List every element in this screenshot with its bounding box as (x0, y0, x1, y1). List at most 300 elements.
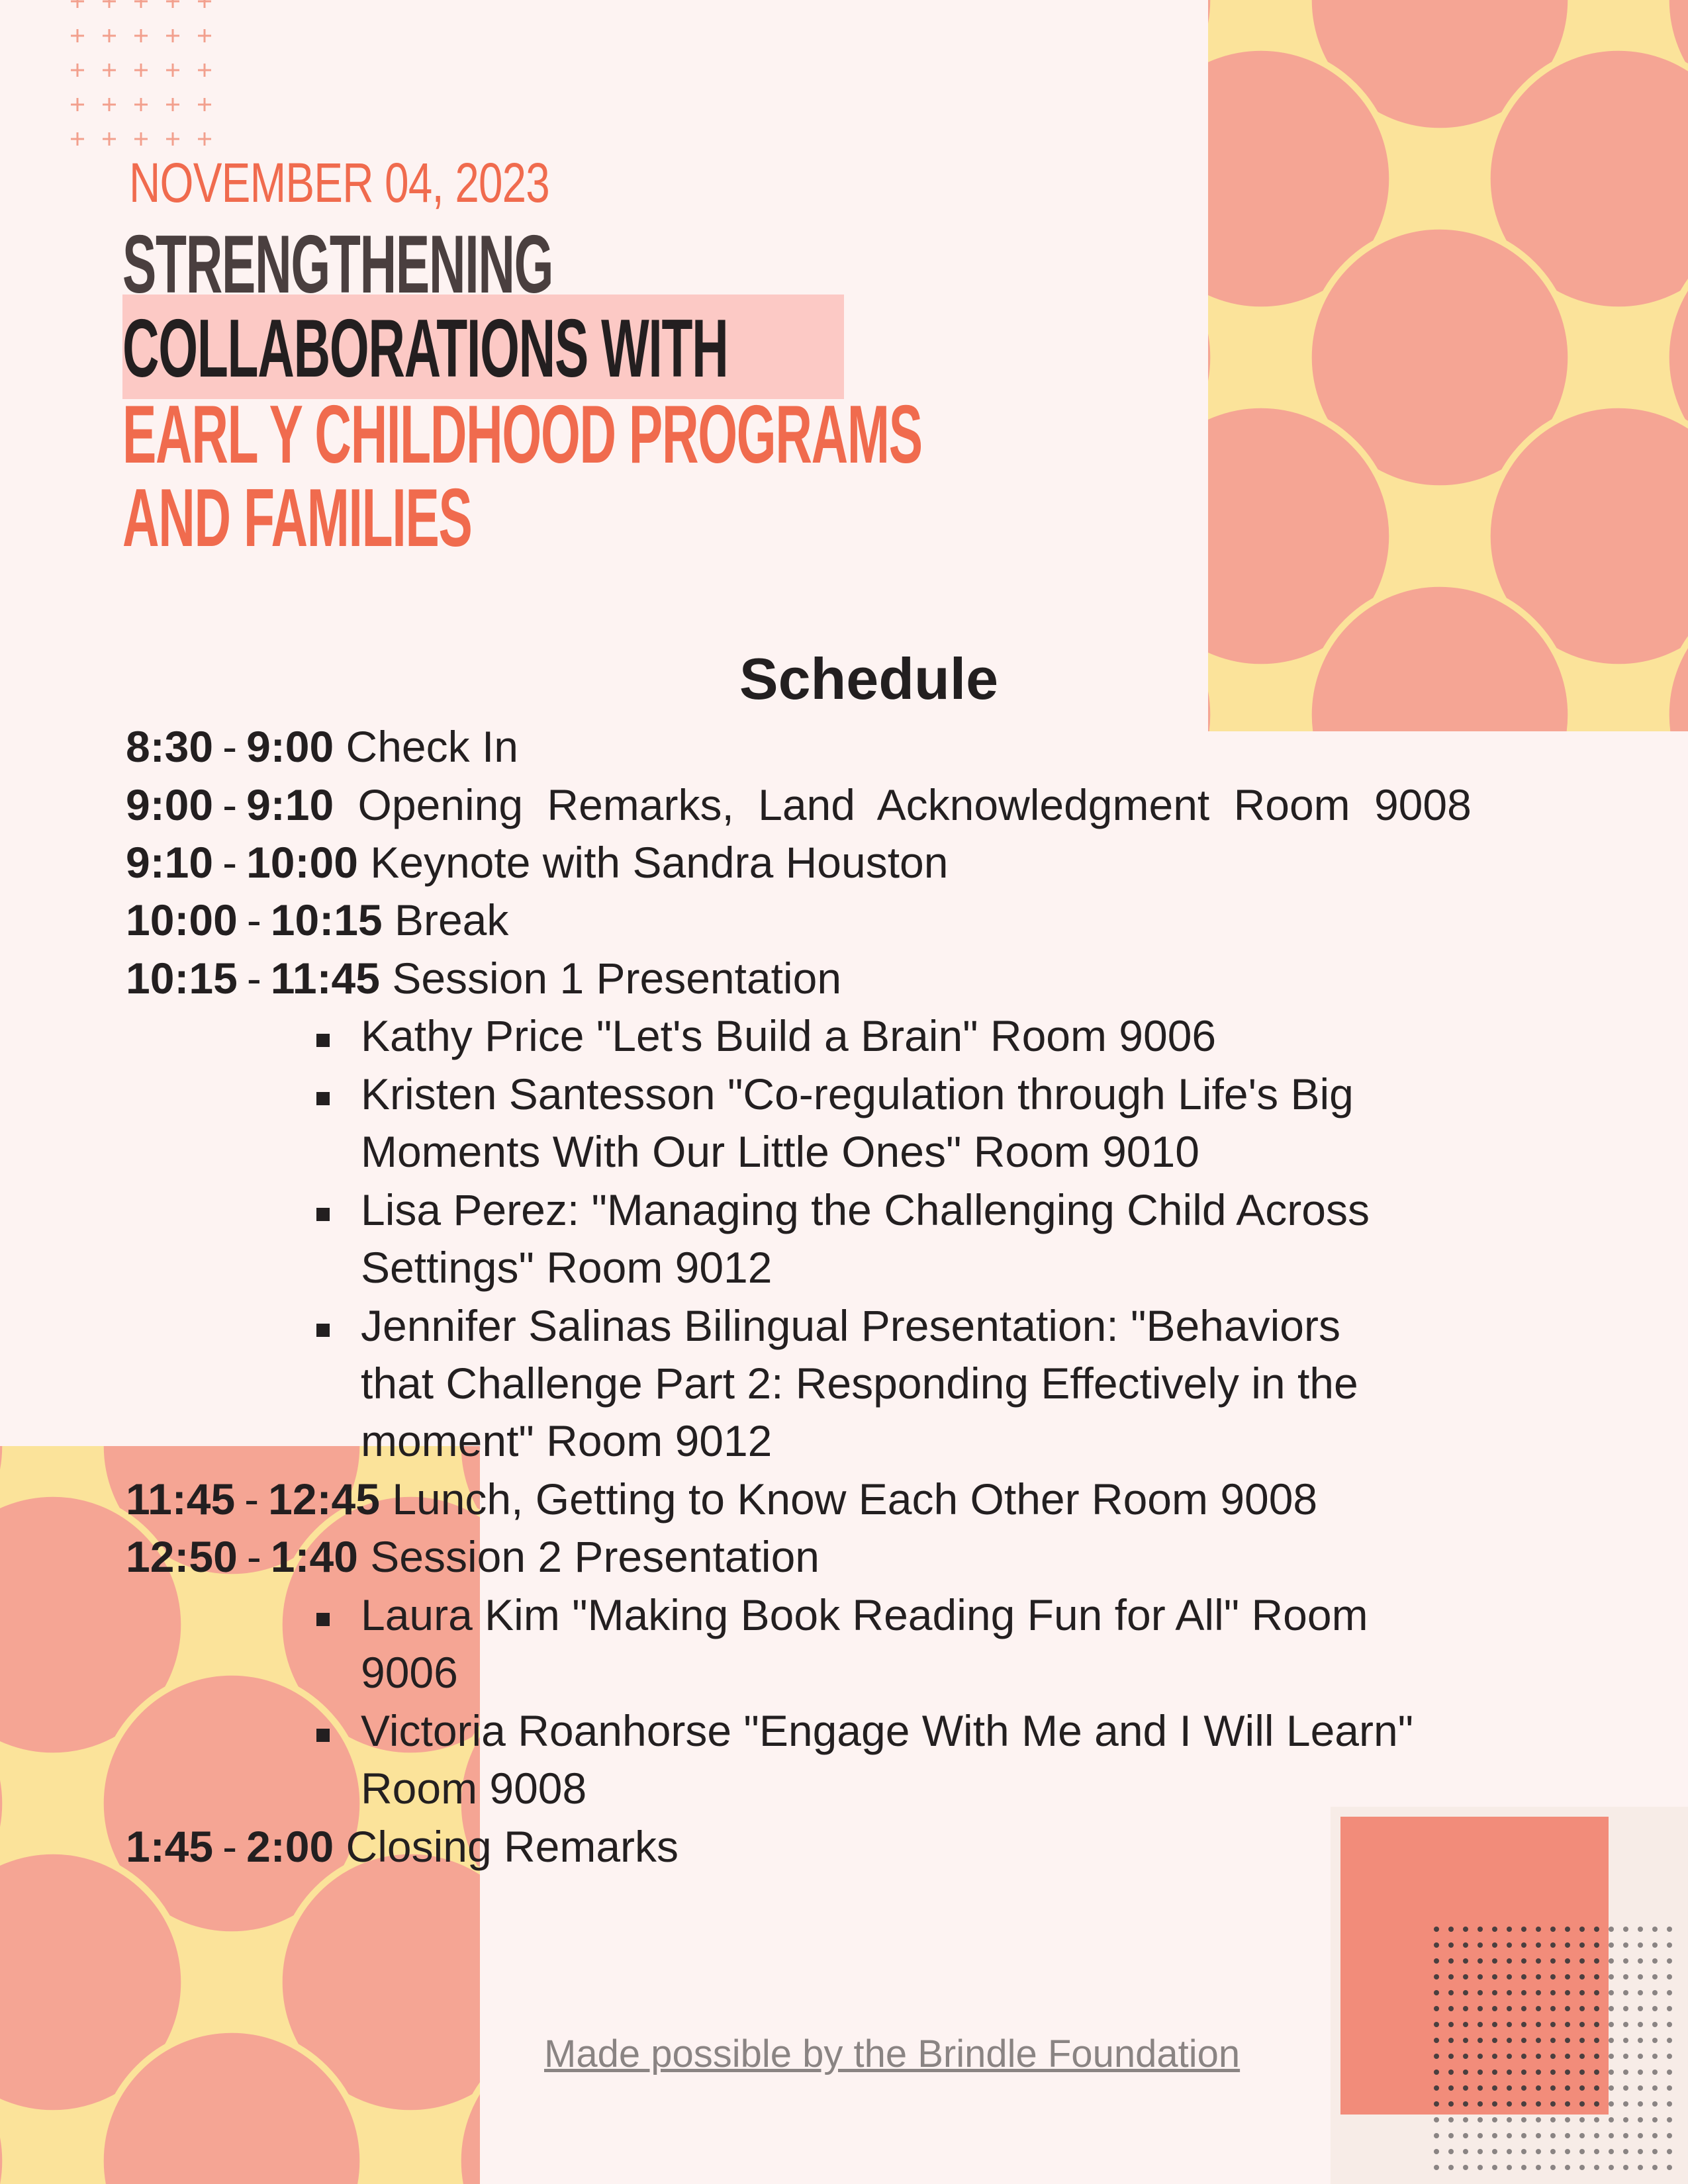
dot (1594, 2133, 1599, 2138)
dot (1638, 1958, 1643, 1964)
plus-mark (134, 132, 148, 146)
dot (1536, 2165, 1541, 2170)
dot (1609, 1942, 1614, 1948)
title-line-4: AND FAMILIES (122, 473, 472, 564)
dot (1434, 2022, 1439, 2027)
plus-mark (198, 64, 211, 77)
dot (1623, 2101, 1628, 2107)
dot (1609, 2101, 1614, 2107)
dot (1434, 2149, 1439, 2154)
plus-mark (134, 0, 148, 8)
dot (1448, 1942, 1454, 1948)
dot (1565, 2022, 1570, 2027)
dot (1623, 2085, 1628, 2091)
plus-mark (198, 29, 211, 42)
dot (1667, 2101, 1672, 2107)
plus-mark (103, 98, 116, 111)
start-time: 9:10 (126, 838, 214, 887)
dot (1667, 2085, 1672, 2091)
dot (1652, 2133, 1658, 2138)
dot (1609, 2054, 1614, 2059)
dot (1579, 2165, 1585, 2170)
title-line-1: STRENGTHENING (122, 219, 553, 310)
dot (1521, 2054, 1526, 2059)
dot (1507, 2038, 1512, 2043)
session1-item-4-line-1: Jennifer Salinas Bilingual Presentation: "Behaviors (361, 1301, 1340, 1350)
dot (1623, 2165, 1628, 2170)
start-time: 9:00 (126, 780, 214, 829)
dot (1536, 1974, 1541, 1979)
dot (1579, 2054, 1585, 2059)
dot (1507, 2165, 1512, 2170)
dot (1652, 1927, 1658, 1932)
dot (1463, 1990, 1468, 1995)
dot (1638, 2133, 1643, 2138)
plus-mark (71, 132, 84, 146)
dot (1609, 2133, 1614, 2138)
dot (1536, 2006, 1541, 2011)
dot (1638, 2101, 1643, 2107)
dot (1652, 2022, 1658, 2027)
schedule-row: 8:30 - 9:00 Check In (126, 722, 519, 771)
dot (1623, 2070, 1628, 2075)
dot (1623, 2054, 1628, 2059)
dot (1623, 2149, 1628, 2154)
dot (1579, 2006, 1585, 2011)
dot (1594, 2101, 1599, 2107)
dot (1477, 2038, 1483, 2043)
dot (1463, 1958, 1468, 1964)
dot (1609, 2085, 1614, 2091)
dot (1550, 2165, 1556, 2170)
dot (1550, 1990, 1556, 1995)
dot (1579, 2038, 1585, 2043)
dot (1565, 1990, 1570, 1995)
bullet-icon (316, 1613, 330, 1626)
dot (1638, 2085, 1643, 2091)
dot (1609, 1990, 1614, 1995)
dot (1477, 2165, 1483, 2170)
dot (1434, 2070, 1439, 2075)
dot (1638, 2054, 1643, 2059)
dot (1448, 1990, 1454, 1995)
dot (1594, 2149, 1599, 2154)
dot (1536, 1958, 1541, 1964)
dot (1565, 2006, 1570, 2011)
dot (1463, 1927, 1468, 1932)
dot (1492, 2165, 1497, 2170)
dot (1434, 1927, 1439, 1932)
bullet-icon (316, 1729, 330, 1742)
dot (1565, 2085, 1570, 2091)
dot (1579, 2022, 1585, 2027)
session2-item-2-line-2: Room 9008 (361, 1764, 587, 1813)
dot (1579, 2085, 1585, 2091)
dot (1492, 1990, 1497, 1995)
dot (1667, 1942, 1672, 1948)
plus-mark (166, 29, 179, 42)
start-time: 10:00 (126, 895, 238, 944)
end-time: 11:45 (270, 954, 380, 1003)
dot (1448, 2149, 1454, 2154)
dot (1623, 2022, 1628, 2027)
dot (1565, 2149, 1570, 2154)
row-text: Check In (346, 722, 519, 771)
end-time: 9:00 (246, 722, 334, 771)
dot (1609, 2006, 1614, 2011)
dot (1609, 2117, 1614, 2122)
bullet-icon (316, 1324, 330, 1337)
dot (1463, 2165, 1468, 2170)
dot (1594, 1958, 1599, 1964)
dot (1667, 2133, 1672, 2138)
end-time: 9:10 (246, 780, 334, 829)
dot (1536, 2038, 1541, 2043)
dot (1667, 1927, 1672, 1932)
plus-mark (103, 132, 116, 146)
dot (1667, 2038, 1672, 2043)
dot (1667, 2149, 1672, 2154)
plus-mark (71, 98, 84, 111)
dot (1594, 2006, 1599, 2011)
end-time: 1:40 (270, 1532, 358, 1581)
dot (1521, 1958, 1526, 1964)
dot (1609, 2070, 1614, 2075)
dot (1463, 2085, 1468, 2091)
dot (1463, 2070, 1468, 2075)
dot (1623, 1974, 1628, 1979)
dot (1667, 1958, 1672, 1964)
plus-mark (134, 29, 148, 42)
dot (1550, 1974, 1556, 1979)
dot (1477, 1990, 1483, 1995)
dot (1652, 2054, 1658, 2059)
dot (1448, 1927, 1454, 1932)
dot (1463, 2149, 1468, 2154)
dot (1609, 1974, 1614, 1979)
dot (1463, 2038, 1468, 2043)
title-line-3: EARL Y CHILDHOOD PROGRAMS (122, 389, 922, 480)
plus-mark (134, 98, 148, 111)
dot (1492, 2070, 1497, 2075)
dot (1638, 2006, 1643, 2011)
dot (1477, 2133, 1483, 2138)
dot (1521, 2085, 1526, 2091)
dot (1550, 2006, 1556, 2011)
dot (1492, 1974, 1497, 1979)
dot (1434, 2085, 1439, 2091)
row-text: Closing Remarks (346, 1822, 679, 1871)
dot (1507, 1927, 1512, 1932)
dot (1536, 2101, 1541, 2107)
dot (1609, 2165, 1614, 2170)
dot (1521, 1942, 1526, 1948)
dot (1565, 2038, 1570, 2043)
dot (1477, 1958, 1483, 1964)
dot (1550, 2054, 1556, 2059)
dot (1652, 1958, 1658, 1964)
dot (1550, 2117, 1556, 2122)
schedule-row: 1:45 - 2:00 Closing Remarks (126, 1822, 679, 1871)
dot (1594, 1974, 1599, 1979)
dot (1434, 1974, 1439, 1979)
start-time: 10:15 (126, 954, 238, 1003)
dot (1448, 2006, 1454, 2011)
dot (1477, 2085, 1483, 2091)
dot (1521, 2070, 1526, 2075)
plus-mark (166, 132, 179, 146)
plus-mark (198, 132, 211, 146)
dot (1521, 2165, 1526, 2170)
plus-mark (71, 0, 84, 8)
start-time: 1:45 (126, 1822, 214, 1871)
dot (1638, 2165, 1643, 2170)
dot (1550, 2149, 1556, 2154)
dot (1550, 1958, 1556, 1964)
dot (1594, 2038, 1599, 2043)
dot (1579, 1958, 1585, 1964)
dot (1492, 2133, 1497, 2138)
dot (1579, 1927, 1585, 1932)
schedule-row: 9:10 - 10:00 Keynote with Sandra Houston (126, 838, 949, 887)
dot (1521, 2038, 1526, 2043)
start-time: 12:50 (126, 1532, 238, 1581)
end-time: 2:00 (246, 1822, 334, 1871)
dot (1609, 2022, 1614, 2027)
dot (1638, 2070, 1643, 2075)
dot (1477, 1974, 1483, 1979)
dot (1638, 2149, 1643, 2154)
dot (1652, 1974, 1658, 1979)
session1-item-2-line-2: Moments With Our Little Ones" Room 9010 (361, 1127, 1199, 1176)
event-date: NOVEMBER 04, 2023 (129, 152, 549, 214)
dot (1536, 1942, 1541, 1948)
dot (1550, 2085, 1556, 2091)
dot (1448, 2054, 1454, 2059)
dot (1448, 2022, 1454, 2027)
schedule-row: 12:50 - 1:40 Session 2 Presentation (126, 1532, 820, 1581)
dot (1594, 1942, 1599, 1948)
dot (1507, 2006, 1512, 2011)
dot (1521, 2117, 1526, 2122)
dot (1448, 2101, 1454, 2107)
dot (1434, 2038, 1439, 2043)
dot (1492, 2006, 1497, 2011)
dot (1594, 2165, 1599, 2170)
quatrefoil-svg (1208, 0, 1688, 731)
row-text: Keynote with Sandra Houston (370, 838, 949, 887)
row-text: Session 1 Presentation (392, 954, 842, 1003)
plus-mark (134, 64, 148, 77)
dot (1434, 1942, 1439, 1948)
start-time: 8:30 (126, 722, 214, 771)
dot (1550, 2038, 1556, 2043)
dot (1507, 1942, 1512, 1948)
dot (1652, 1990, 1658, 1995)
dot (1623, 2038, 1628, 2043)
dot (1652, 2038, 1658, 2043)
dot (1521, 2149, 1526, 2154)
dot (1594, 1927, 1599, 1932)
dot (1623, 2133, 1628, 2138)
dot (1536, 2054, 1541, 2059)
dot (1463, 2133, 1468, 2138)
dot (1579, 2149, 1585, 2154)
dot (1477, 2006, 1483, 2011)
dot (1609, 1958, 1614, 1964)
dot (1492, 1958, 1497, 1964)
dot (1594, 2054, 1599, 2059)
dot (1477, 2117, 1483, 2122)
dot (1667, 1974, 1672, 1979)
dot (1623, 1942, 1628, 1948)
dot (1477, 2149, 1483, 2154)
dot (1536, 2085, 1541, 2091)
plus-mark (103, 64, 116, 77)
dot (1565, 2054, 1570, 2059)
plus-mark (198, 0, 211, 8)
dot (1448, 1974, 1454, 1979)
dot (1652, 2149, 1658, 2154)
sponsor-credit-link[interactable]: Made possible by the Brindle Foundation (544, 2032, 1241, 2075)
dot (1667, 2054, 1672, 2059)
dot (1594, 2085, 1599, 2091)
dot (1463, 2022, 1468, 2027)
dot (1579, 2070, 1585, 2075)
dot (1448, 1958, 1454, 1964)
dot (1623, 1958, 1628, 1964)
dot (1609, 1927, 1614, 1932)
dot (1638, 1974, 1643, 1979)
schedule-row: 10:00 - 10:15 Break (126, 895, 509, 944)
dot (1536, 1927, 1541, 1932)
dot (1652, 2165, 1658, 2170)
dot (1536, 2117, 1541, 2122)
dot (1652, 1942, 1658, 1948)
dot (1448, 2165, 1454, 2170)
session2-item-1-line-1: Laura Kim "Making Book Reading Fun for All" Room (361, 1590, 1368, 1639)
plus-mark (103, 29, 116, 42)
session1-item-2-line-1: Kristen Santesson "Co-regulation through Life's Big (361, 1069, 1354, 1118)
quatrefoil-pattern-top-right (1208, 0, 1688, 731)
dot (1594, 2117, 1599, 2122)
dot (1623, 2117, 1628, 2122)
schedule-row: 10:15 - 11:45 Session 1 Presentation (126, 954, 842, 1003)
dot (1507, 2101, 1512, 2107)
plus-mark (71, 29, 84, 42)
dot (1536, 1990, 1541, 1995)
session1-item-4-line-2: that Challenge Part 2: Responding Effectively in the (361, 1359, 1358, 1408)
dot (1507, 2149, 1512, 2154)
dot (1448, 2117, 1454, 2122)
dot (1477, 2054, 1483, 2059)
dot-grid (1331, 1807, 1688, 2184)
dot (1507, 2085, 1512, 2091)
dot (1565, 2133, 1570, 2138)
dot (1565, 2117, 1570, 2122)
session2-item-1-line-2: 9006 (361, 1648, 458, 1697)
dot (1623, 2006, 1628, 2011)
dot (1550, 1942, 1556, 1948)
dot (1463, 1942, 1468, 1948)
dot (1434, 1990, 1439, 1995)
dot (1448, 2070, 1454, 2075)
dot (1492, 2101, 1497, 2107)
dot (1579, 2117, 1585, 2122)
dot (1492, 2054, 1497, 2059)
plus-mark (103, 0, 116, 8)
dot (1609, 2149, 1614, 2154)
session1-item-1: Kathy Price "Let's Build a Brain" Room 9006 (361, 1011, 1217, 1060)
plus-mark (166, 0, 179, 8)
dot (1550, 2133, 1556, 2138)
dot (1609, 2038, 1614, 2043)
dot (1448, 2038, 1454, 2043)
end-time: 12:45 (268, 1475, 380, 1524)
dot (1507, 2117, 1512, 2122)
dot (1492, 2117, 1497, 2122)
dot (1477, 2070, 1483, 2075)
dot (1463, 2054, 1468, 2059)
dot (1521, 1974, 1526, 1979)
session1-item-3-line-2: Settings" Room 9012 (361, 1243, 773, 1292)
bullet-icon (316, 1208, 330, 1221)
dot (1463, 2117, 1468, 2122)
dot (1521, 2101, 1526, 2107)
end-time: 10:15 (270, 895, 383, 944)
plus-mark (198, 98, 211, 111)
dot (1550, 2022, 1556, 2027)
dot (1667, 2070, 1672, 2075)
dot (1565, 1927, 1570, 1932)
dot (1536, 2133, 1541, 2138)
dot (1623, 1990, 1628, 1995)
dot (1594, 1990, 1599, 1995)
dot (1579, 1990, 1585, 1995)
dot (1507, 2054, 1512, 2059)
dot (1434, 2117, 1439, 2122)
dot (1594, 2022, 1599, 2027)
dot (1536, 2022, 1541, 2027)
dot (1638, 1990, 1643, 1995)
row-text: Lunch, Getting to Know Each Other Room 9008 (392, 1475, 1318, 1524)
dot (1638, 1942, 1643, 1948)
plus-pattern-decoration (70, 0, 228, 149)
bullet-icon (316, 1092, 330, 1105)
dot (1638, 1927, 1643, 1932)
dot (1507, 1958, 1512, 1964)
session1-item-4-line-3: moment" Room 9012 (361, 1416, 773, 1465)
title-line-2: COLLABORATIONS WITH (122, 303, 728, 394)
dot (1448, 2085, 1454, 2091)
dot (1565, 1942, 1570, 1948)
dot (1536, 2149, 1541, 2154)
dot (1492, 2038, 1497, 2043)
dot (1667, 2117, 1672, 2122)
dot (1638, 2022, 1643, 2027)
dot (1492, 2085, 1497, 2091)
dot (1579, 2133, 1585, 2138)
row-text: Opening Remarks, Land Acknowledgment Room 9008 (357, 780, 1472, 829)
dot (1507, 1990, 1512, 1995)
dot (1594, 2070, 1599, 2075)
dot (1521, 2133, 1526, 2138)
dot (1667, 2165, 1672, 2170)
schedule-heading: Schedule (739, 646, 999, 711)
dot (1492, 1927, 1497, 1932)
session1-item-3-line-1: Lisa Perez: "Managing the Challenging Child Across (361, 1185, 1370, 1234)
row-text: Session 2 Presentation (370, 1532, 820, 1581)
